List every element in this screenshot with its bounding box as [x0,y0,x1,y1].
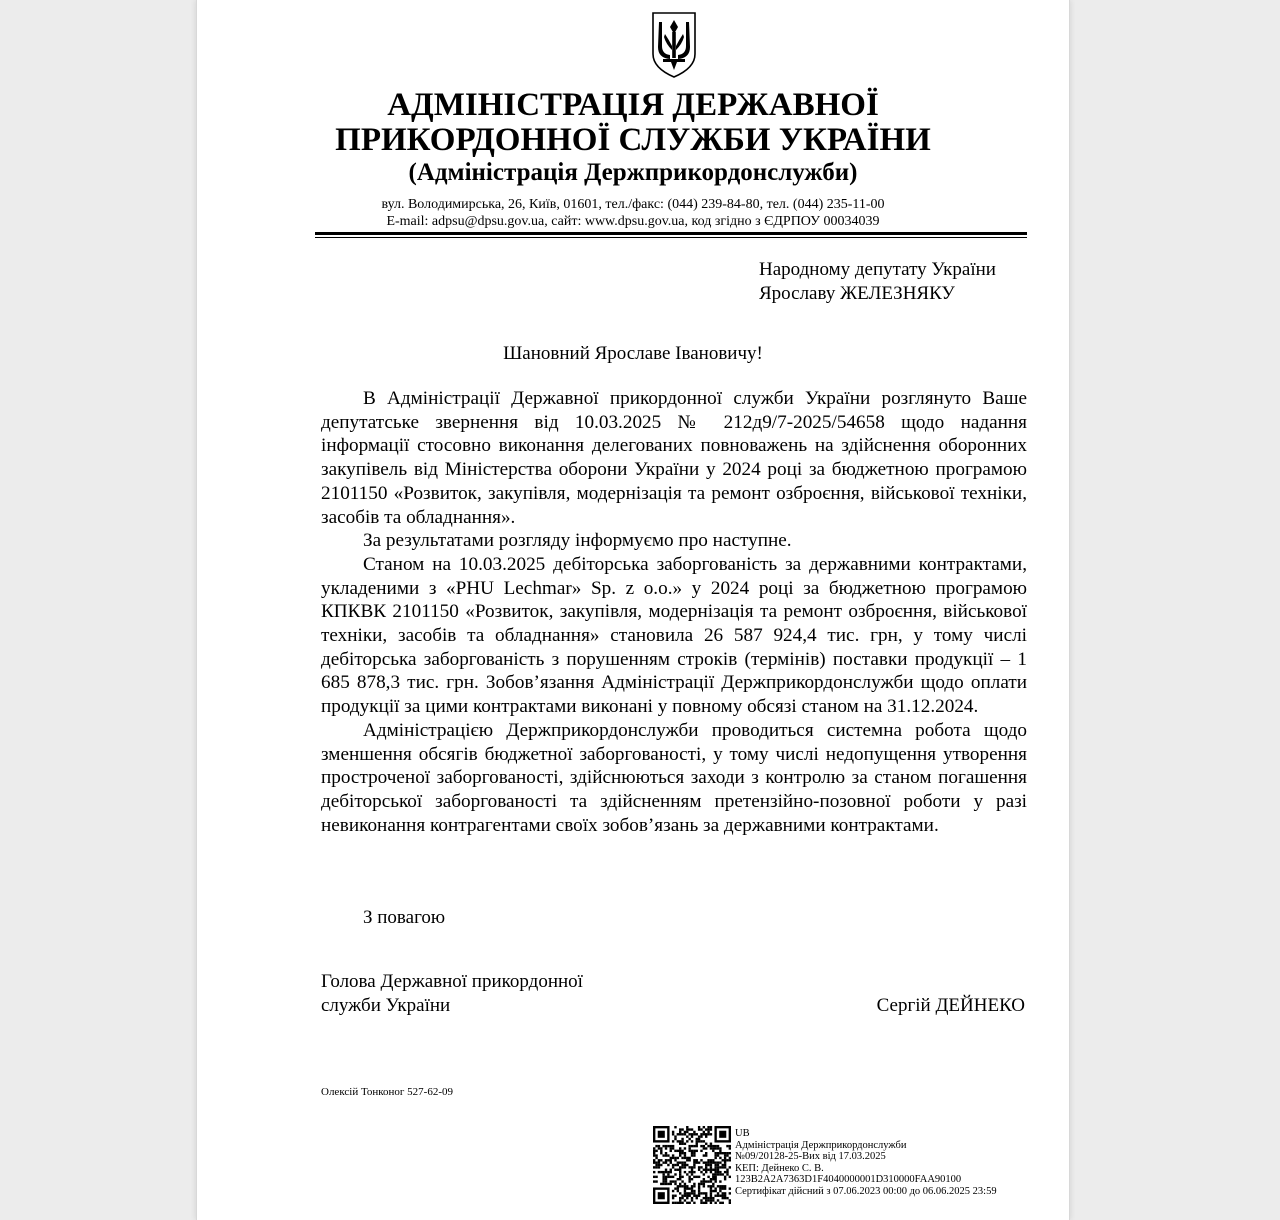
paragraph: Станом на 10.03.2025 дебіторська заборгованість за державними контрактами, укладеними з «PHU Lechmar» Sp. z o.o.» у 2024 році за бюджетною програмою КПКВК 2101150 «Розвиток, закупівля, модернізація та ремонт озброєння, військової техніки, засобів та обладнання» становила 26 587 924,4 тис. грн, у тому числі дебіторська заборгованість з порушенням строків (термінів) поставки продукції – 1 685 878,3 тис. грн. Зобов’язання Адміністрації Держприкордонслужби щодо оплати продукції за цими контрактами виконані у повному обсязі станом на 31.12.2024. [321,553,1027,718]
document-page [196,0,1070,1220]
recipient-line-1: Народному депутату України [759,259,996,280]
stamp-line: КЕП: Дейнеко С. В. [735,1162,824,1174]
executor-note: Олексій Тонконог 527-62-09 [321,1086,453,1098]
header-divider-thick [315,232,1027,235]
trident-coat-of-arms-icon [649,10,699,80]
signatory-title [321,970,583,1018]
stamp-line: UB [735,1128,750,1139]
signatory-name: Сергій ДЕЙНЕКО [876,995,1025,1016]
contact-line: E-mail: adpsu@dpsu.gov.ua, сайт: www.dpsu.gov.ua, код згідно з ЄДРПОУ 00034039 [386,214,880,229]
closing: З повагою [363,907,446,928]
signatory-title-line-1: Голова Державної прикордонної [321,971,583,992]
paragraph: Адміністрацією Держприкордонслужби проводиться системна робота щодо зменшення обсягів бюджетної заборгованості, у тому числі недопущення утворення простроченої заборгованості, здійснюються заходи з контролю за станом погашення дебіторської заборгованості та здійсненням претензійно-позовної роботи у разі невиконання контрагентами своїх зобов’язань за державними контрактами. [321,719,1027,836]
recipient-line-2: Ярославу ЖЕЛЕЗНЯКУ [759,283,955,304]
header-divider-thin [315,237,1027,238]
stamp-line: Сертифікат дійсний з 07.06.2023 00:00 до 06.06.2025 23:59 [735,1185,997,1197]
qr-code-icon [653,1126,731,1204]
paragraph: В Адміністрації Державної прикордонної служби України розглянуто Ваше депутатське звернення від 10.03.2025 № 212д9/7-2025/54658 щодо надання інформації стосовно виконання делегованих повноважень на здійснення оборонних закупівель від Міністерства оборони України у 2024 році за бюджетною програмою 2101150 «Розвиток, закупівля, модернізація та ремонт озброєння, військової техніки, засобів та обладнання». [321,388,1027,528]
stamp-line: №09/20128-25-Вих від 17.03.2025 [735,1151,886,1163]
e-signature-stamp [735,1128,997,1198]
org-name-line-2: ПРИКОРДОННОЇ СЛУЖБИ УКРАЇНИ [335,122,931,158]
org-name-line-1: АДМІНІСТРАЦІЯ ДЕРЖАВНОЇ [387,87,879,123]
org-short-name: (Адміністрація Держприкордонслужби) [408,159,858,186]
address-line: вул. Володимирська, 26, Київ, 01601, тел./факс: (044) 239-84-80, тел. (044) 235-11-00 [381,197,885,212]
signatory-title-line-2: служби України [321,995,451,1016]
stamp-line: 123B2A2A7363D1F4040000001D310000FAA90100 [735,1174,962,1186]
stamp-line: Адміністрація Держприкордонслужби [735,1139,907,1151]
greeting: Шановний Ярославе Івановичу! [503,343,763,364]
paragraph: За результатами розгляду інформуємо про наступне. [363,530,792,552]
letter-body [321,387,1027,837]
